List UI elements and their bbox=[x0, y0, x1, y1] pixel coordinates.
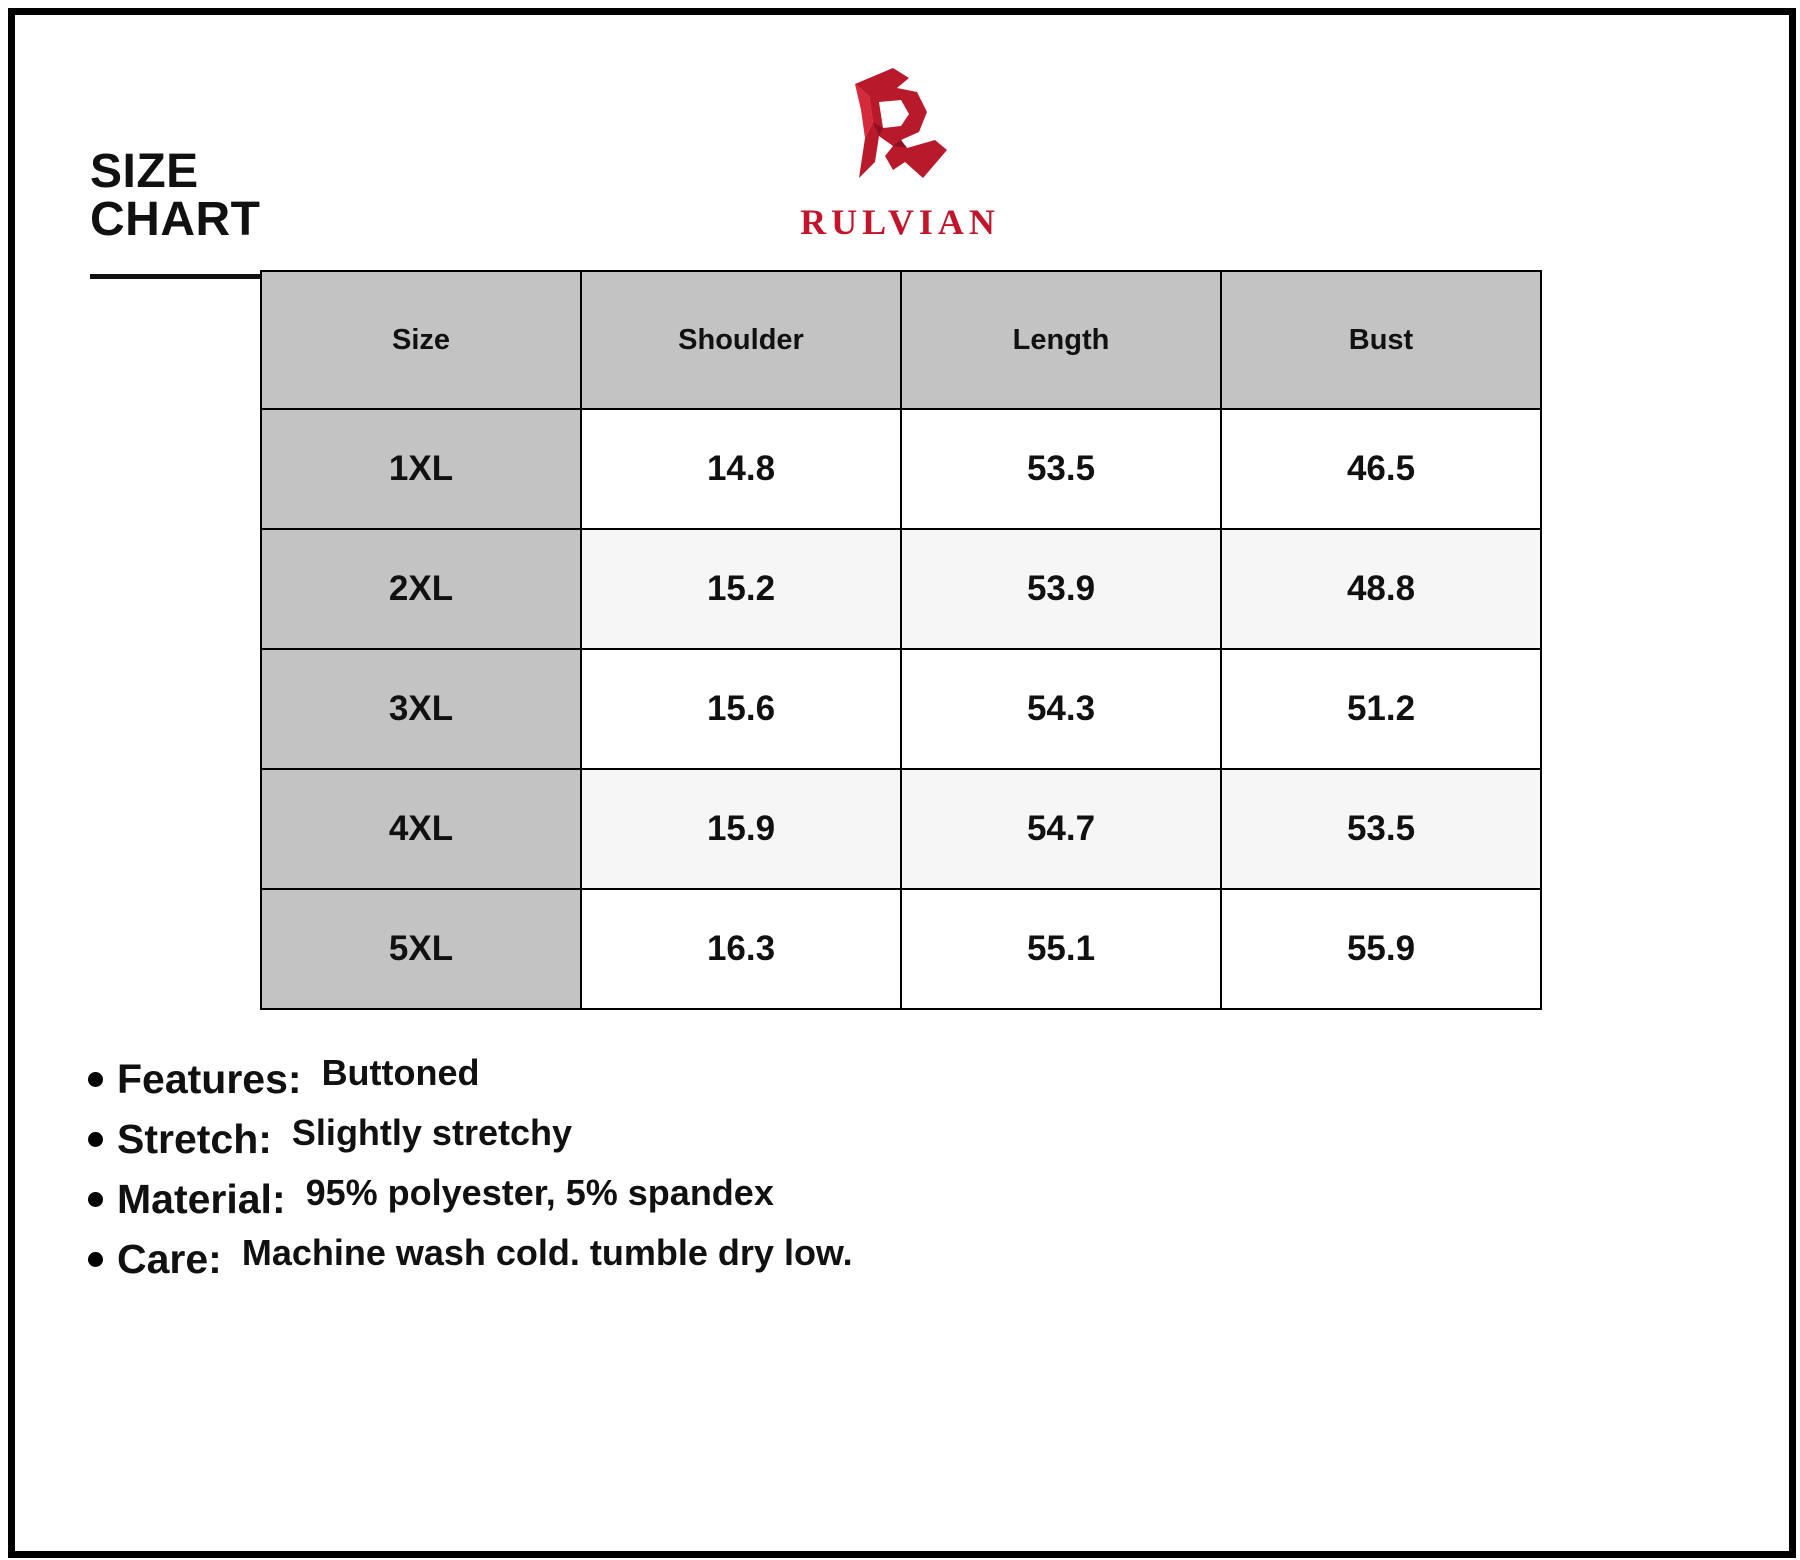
size-cell: 1XL bbox=[261, 409, 581, 529]
bust-cell: 46.5 bbox=[1221, 409, 1541, 529]
bust-cell: 55.9 bbox=[1221, 889, 1541, 1009]
column-header-bust: Bust bbox=[1221, 271, 1541, 409]
table-row bbox=[261, 409, 1541, 529]
shoulder-cell: 15.9 bbox=[581, 769, 901, 889]
table-row bbox=[261, 769, 1541, 889]
page-title: SIZE CHART bbox=[90, 145, 261, 246]
r-monogram-icon bbox=[835, 66, 965, 196]
spec-label: Material: bbox=[117, 1176, 286, 1222]
bullet-icon bbox=[88, 1252, 103, 1267]
size-cell: 4XL bbox=[261, 769, 581, 889]
table-row bbox=[261, 529, 1541, 649]
spec-label: Features: bbox=[117, 1056, 302, 1102]
size-table-container bbox=[260, 270, 1542, 1010]
bust-cell: 51.2 bbox=[1221, 649, 1541, 769]
spec-value: 95% polyester, 5% spandex bbox=[305, 1172, 774, 1213]
bullet-icon bbox=[88, 1072, 103, 1087]
bullet-icon bbox=[88, 1132, 103, 1147]
column-header-size: Size bbox=[261, 271, 581, 409]
brand-name: RULVIAN bbox=[800, 202, 1000, 242]
shoulder-cell: 16.3 bbox=[581, 889, 901, 1009]
length-cell: 53.9 bbox=[901, 529, 1221, 649]
bullet-icon bbox=[88, 1192, 103, 1207]
size-cell: 2XL bbox=[261, 529, 581, 649]
shoulder-cell: 15.6 bbox=[581, 649, 901, 769]
spec-label: Stretch: bbox=[117, 1116, 272, 1162]
size-table bbox=[260, 270, 1542, 1010]
bust-cell: 48.8 bbox=[1221, 529, 1541, 649]
length-cell: 54.7 bbox=[901, 769, 1221, 889]
size-cell: 3XL bbox=[261, 649, 581, 769]
table-row bbox=[261, 889, 1541, 1009]
spec-value: Buttoned bbox=[321, 1052, 480, 1093]
title-block bbox=[90, 145, 380, 279]
length-cell: 54.3 bbox=[901, 649, 1221, 769]
column-header-length: Length bbox=[901, 271, 1221, 409]
spec-value: Slightly stretchy bbox=[291, 1112, 572, 1153]
size-cell: 5XL bbox=[261, 889, 581, 1009]
column-header-shoulder: Shoulder bbox=[581, 271, 901, 409]
bust-cell: 53.5 bbox=[1221, 769, 1541, 889]
table-row bbox=[261, 649, 1541, 769]
spec-label: Care: bbox=[117, 1236, 222, 1282]
shoulder-cell: 15.2 bbox=[581, 529, 901, 649]
list-item bbox=[88, 1172, 1588, 1236]
length-cell: 55.1 bbox=[901, 889, 1221, 1009]
product-specs bbox=[88, 1052, 1588, 1296]
table-header-row bbox=[261, 271, 1541, 409]
shoulder-cell: 14.8 bbox=[581, 409, 901, 529]
list-item bbox=[88, 1052, 1588, 1116]
spec-value: Machine wash cold. tumble dry low. bbox=[241, 1232, 853, 1273]
list-item bbox=[88, 1112, 1588, 1176]
brand-logo bbox=[780, 66, 1020, 246]
list-item bbox=[88, 1232, 1588, 1296]
length-cell: 53.5 bbox=[901, 409, 1221, 529]
